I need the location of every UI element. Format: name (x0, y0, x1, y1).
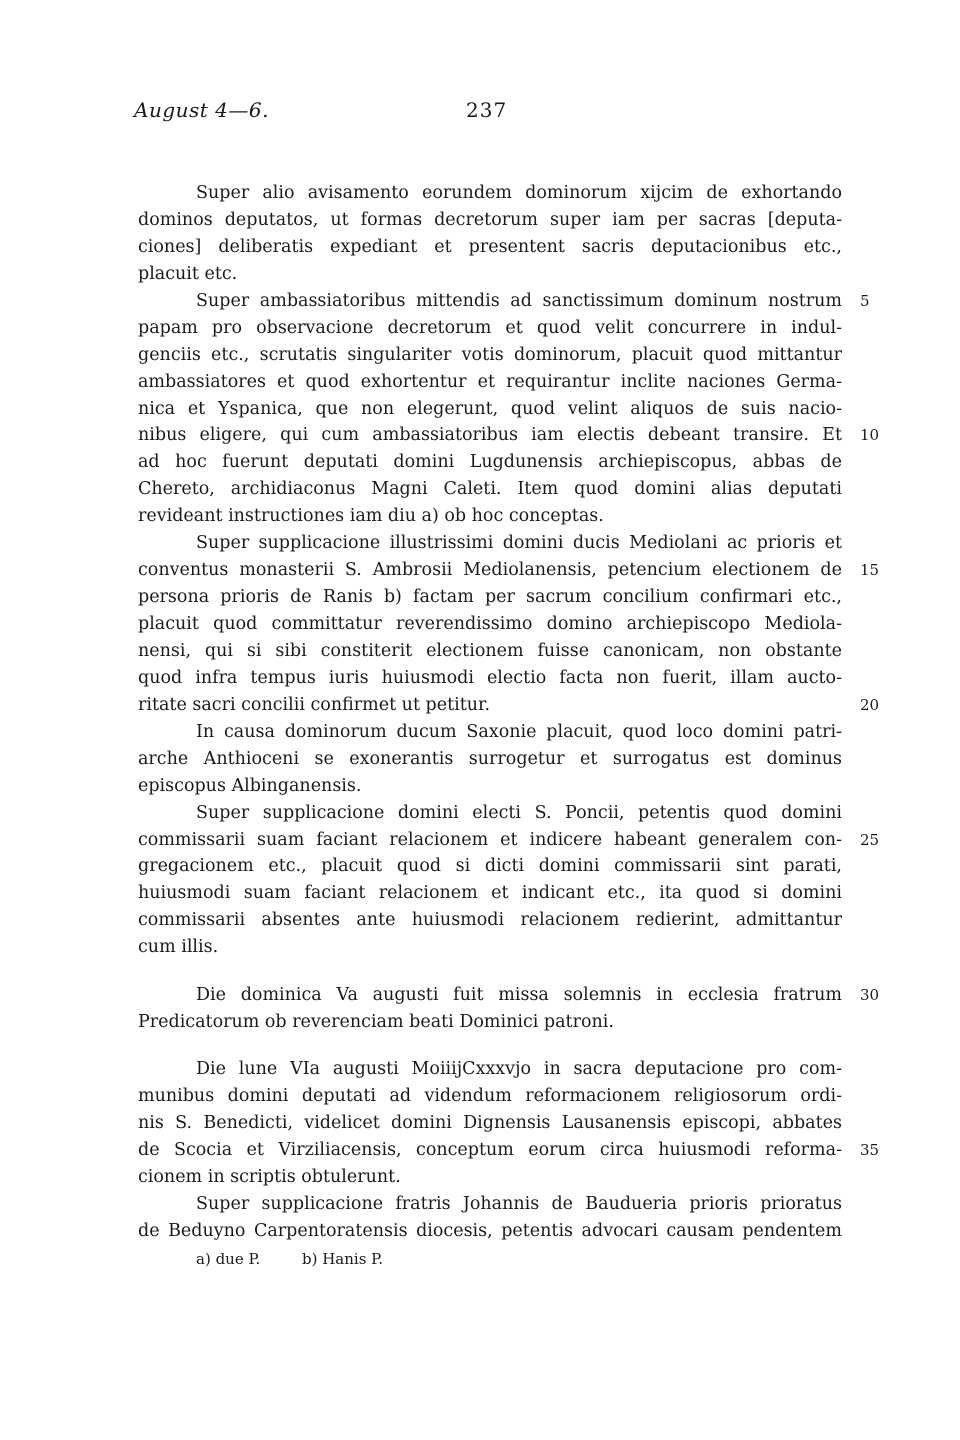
text-line (138, 638, 842, 665)
text-line (138, 746, 842, 773)
text-line (138, 907, 842, 934)
line-text: Super alio avisamento eorundem dominorum xijcim de exhortando (196, 183, 842, 203)
text-line (138, 315, 842, 342)
line-text: Die lune VIa augusti MoiiijCxxxvjo in sacra deputacione pro com- (196, 1059, 842, 1080)
text-line (138, 1110, 842, 1137)
text-line (138, 396, 842, 423)
line-text: episcopus Albinganensis. (138, 775, 362, 796)
line-text: de Scocia et Virziliacensis, conceptum eorum circa huiusmodi reforma- (138, 1139, 842, 1160)
line-text: commissarii absentes ante huiusmodi relacionem redierint, admittantur (138, 910, 842, 931)
text-line (138, 207, 842, 234)
text-line (138, 1218, 842, 1245)
line-text: de Beduyno Carpentoratensis diocesis, petentis advocari causam pendentem (138, 1220, 842, 1241)
running-title: August 4—6. (134, 98, 269, 122)
line-text: Predicatorum ob reverenciam beati Dominici patroni. (138, 1012, 614, 1033)
text-line (138, 342, 842, 369)
line-text: commissarii suam faciant relacionem et indicere habeant generalem con- (138, 829, 842, 850)
line-number: 30 (860, 986, 880, 1005)
text-line (138, 369, 842, 396)
text-line (138, 584, 842, 611)
line-number: 15 (860, 561, 880, 580)
line-text: genciis etc., scrutatis singulariter votis dominorum, placuit quod mittantur (138, 344, 842, 365)
line-text: nensi, qui si sibi constiterit electionem fuisse canonicam, non obstante (138, 640, 842, 661)
line-text: placuit etc. (138, 263, 238, 284)
body-text (138, 180, 880, 1245)
text-line (138, 692, 880, 719)
text-line (138, 853, 842, 880)
line-text: nica et Yspanica, que non elegerunt, quod velint aliquos de suis nacio- (138, 398, 842, 419)
line-number: 25 (860, 830, 880, 849)
line-text: Super supplicacione domini electi S. Poncii, petentis quod domini (196, 802, 842, 823)
section-gap (138, 1036, 842, 1056)
line-text: ciones] deliberatis expediant et presentent sacris deputacionibus etc., (138, 236, 842, 257)
text-line (138, 827, 880, 854)
text-line (138, 1009, 842, 1036)
text-line (138, 261, 842, 288)
text-line (138, 665, 842, 692)
text-line (138, 503, 842, 530)
line-number: 35 (860, 1140, 880, 1159)
text-line (138, 719, 842, 746)
text-line (138, 476, 842, 503)
text-line (138, 1083, 842, 1110)
line-number: 10 (860, 426, 880, 445)
line-text: Super ambassiatoribus mittendis ad sanctissimum dominum nostrum (196, 290, 842, 311)
line-text: nis S. Benedicti, videlicet domini Dignensis Lausanensis episcopi, abbates (138, 1112, 842, 1133)
text-line (138, 1137, 880, 1164)
line-text: quod infra tempus iuris huiusmodi electio facta non fuerit, illam aucto- (138, 667, 842, 688)
text-line (138, 611, 842, 638)
line-number: 20 (860, 695, 880, 714)
line-text: placuit quod committatur reverendissimo domino archiepiscopo Mediola- (138, 614, 842, 634)
text-line (138, 1164, 842, 1191)
text-line (138, 288, 870, 315)
line-text: huiusmodi suam faciant relacionem et indicant etc., ita quod si domini (138, 883, 842, 904)
line-text: conventus monasterii S. Ambrosii Mediolanensis, petencium electionem de (138, 560, 842, 581)
text-line (138, 880, 842, 907)
line-number: 5 (860, 291, 870, 310)
text-line (138, 449, 842, 476)
line-text: ambassiatores et quod exhortentur et requirantur inclite naciones Germa- (138, 371, 842, 392)
line-text: Super supplicacione illustrissimi domini ducis Mediolani ac prioris et (196, 533, 842, 554)
text-line (138, 530, 842, 557)
footnote-a: a) due P. (196, 1250, 261, 1268)
line-text: Die dominica Va augusti fuit missa solemnis in ecclesia fratrum (196, 985, 842, 1006)
line-text: ad hoc fuerunt deputati domini Lugdunensis archiepiscopus, abbas de (138, 452, 842, 473)
line-text: arche Anthioceni se exonerantis surrogetur et surrogatus est dominus (138, 748, 842, 769)
text-line (138, 773, 842, 800)
running-header (134, 98, 844, 126)
text-line (138, 934, 842, 961)
text-line (138, 1056, 842, 1083)
line-text: In causa dominorum ducum Saxonie placuit, quod loco domini patri- (196, 721, 842, 742)
line-text: munibus domini deputati ad videndum reformacionem religiosorum ordi- (138, 1086, 842, 1106)
line-text: nibus eligere, qui cum ambassiatoribus iam electis debeant transire. Et (138, 425, 842, 446)
text-line (138, 800, 842, 827)
text-line (138, 422, 880, 449)
text-line (138, 557, 880, 584)
text-line (138, 180, 842, 207)
line-text: persona prioris de Ranis b) factam per sacrum concilium confirmari etc., (138, 587, 842, 608)
text-line (138, 1191, 842, 1218)
line-text: ritate sacri concilii confirmet ut petitur. (138, 694, 491, 715)
text-line (138, 982, 880, 1009)
line-text: gregacionem etc., placuit quod si dicti domini commissarii sint parati, (138, 856, 842, 877)
line-text: dominos deputatos, ut formas decretorum super iam per sacras [deputa- (138, 209, 842, 230)
footnote-b: b) Hanis P. (302, 1250, 383, 1268)
line-text: Super supplicacione fratris Johannis de Baudueria prioris prioratus (196, 1193, 842, 1214)
section-gap (138, 961, 842, 982)
line-text: papam pro observacione decretorum et quod velit concurrere in indul- (138, 317, 842, 338)
line-text: Chereto, archidiaconus Magni Caleti. Item quod domini alias deputati (138, 479, 842, 500)
line-text: cionem in scriptis obtulerunt. (138, 1166, 401, 1187)
line-text: revideant instructiones iam diu a) ob hoc conceptas. (138, 506, 604, 527)
line-text: cum illis. (138, 937, 219, 958)
text-line (138, 234, 842, 261)
page-number: 237 (466, 98, 508, 122)
